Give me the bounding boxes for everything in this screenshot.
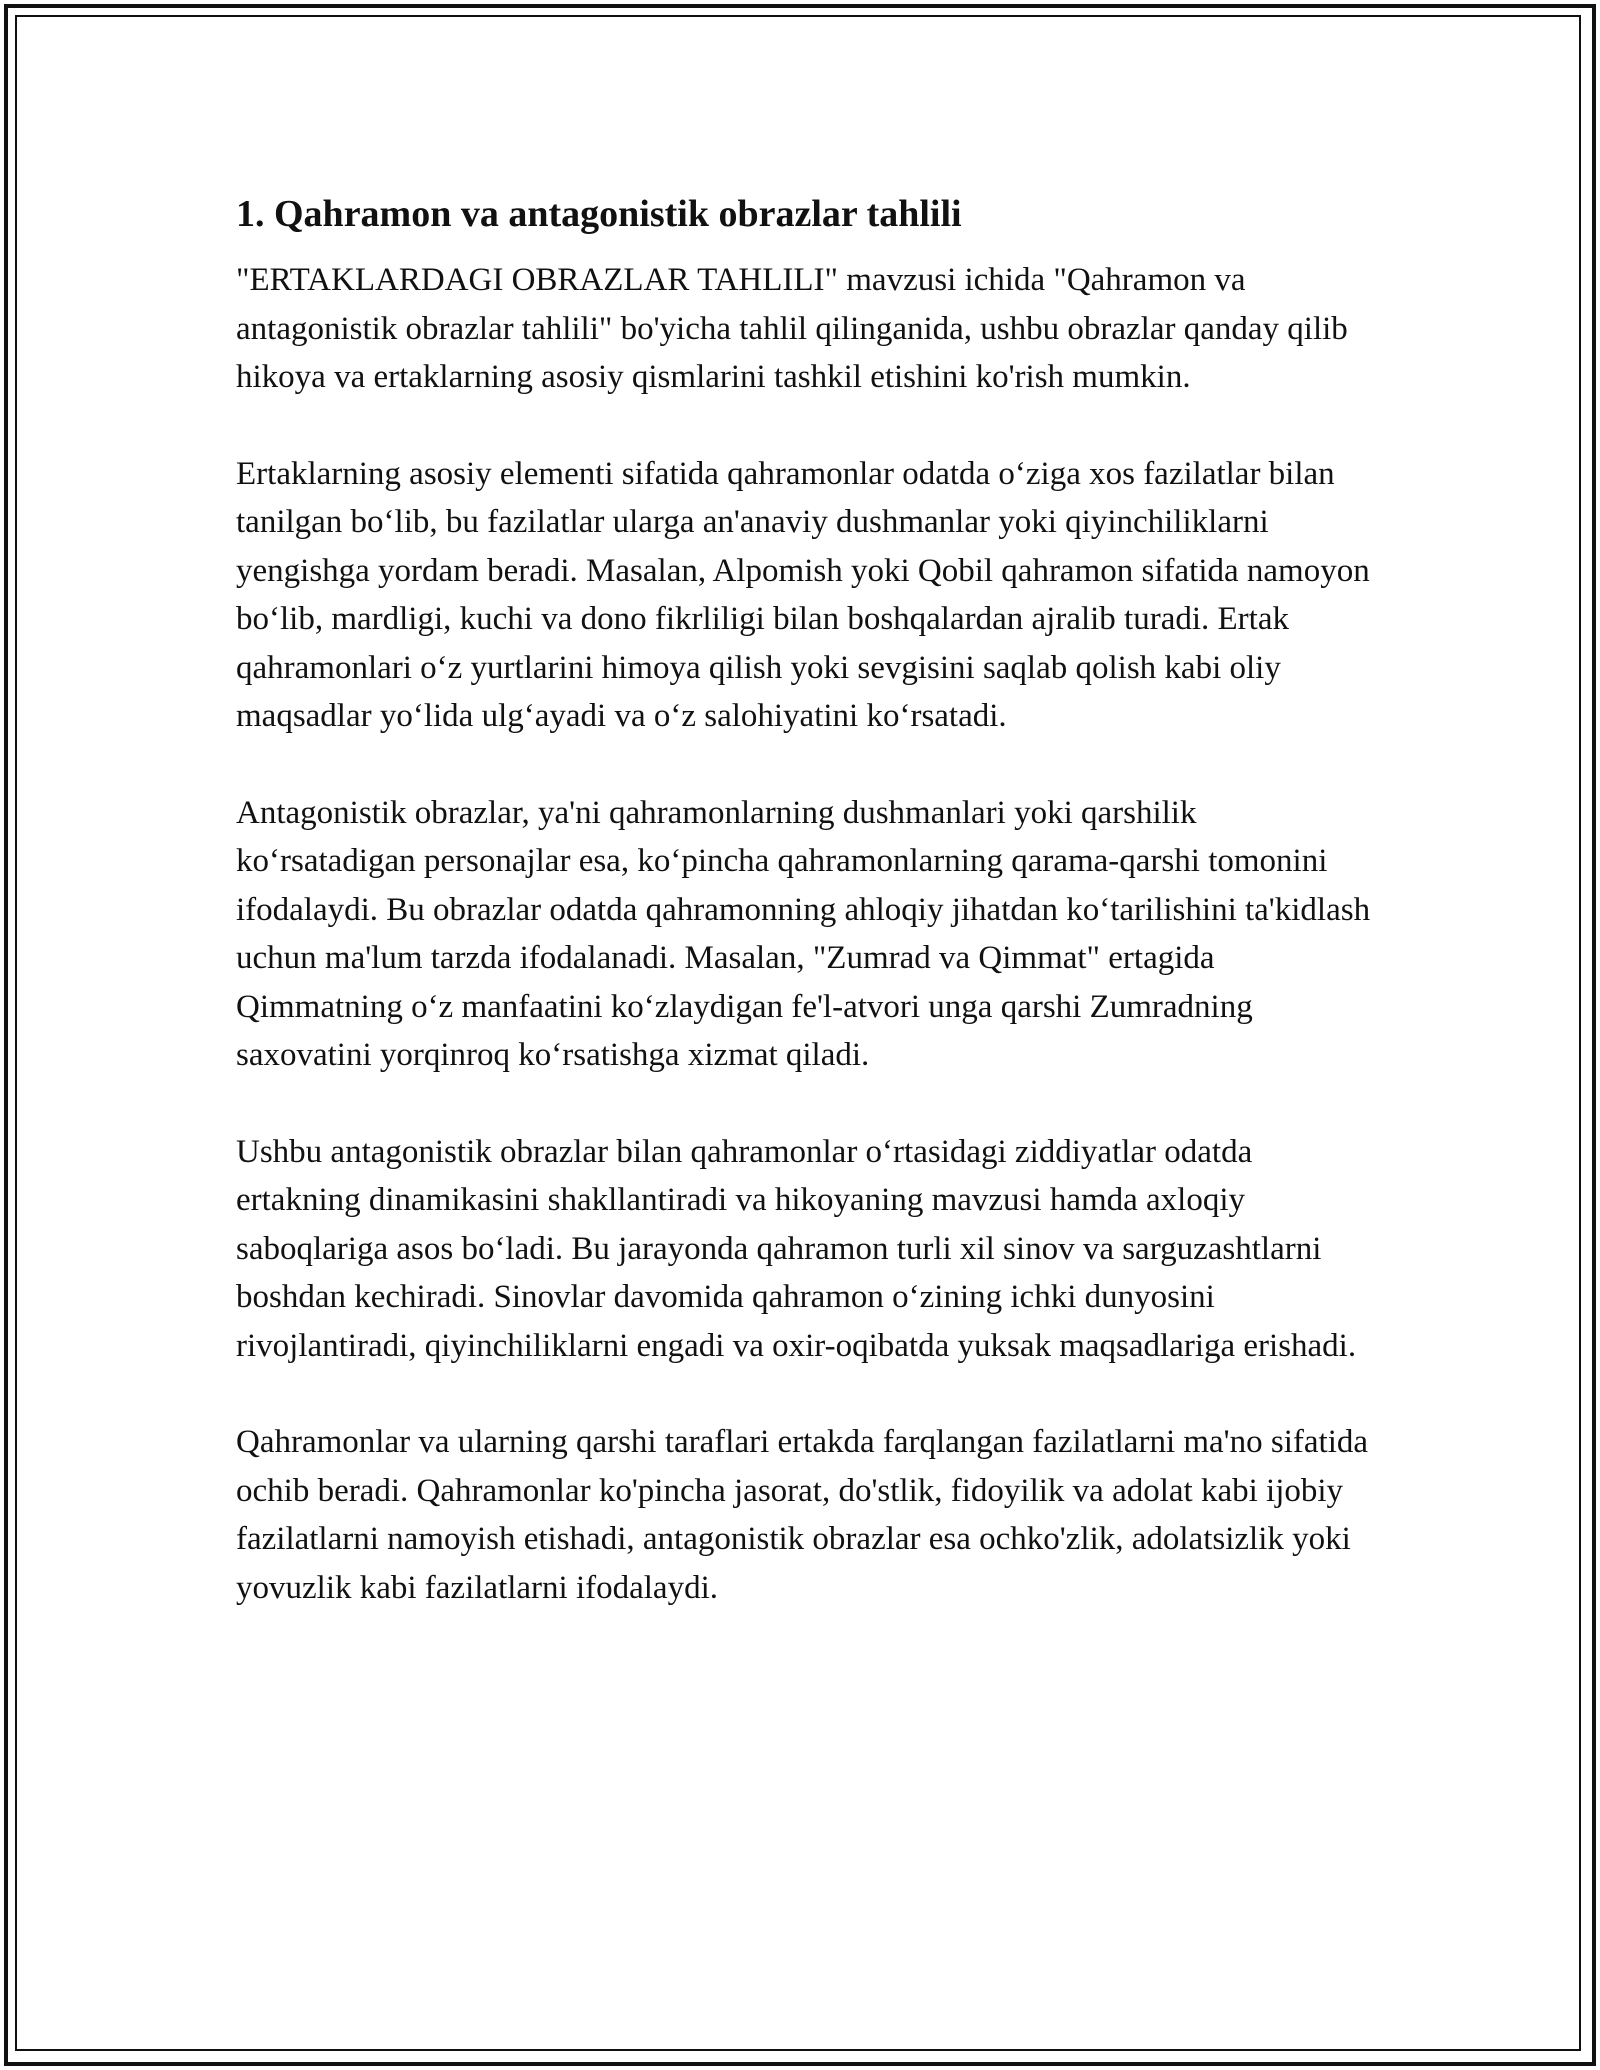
paragraph-antagonists: Antagonistik obrazlar, ya'ni qahramonlarning dushmanlari yoki qarshilik ko‘rsatadigan personajlar esa, ko‘pincha qahramonlarning qarama-qarshi tomonini ifodalaydi. Bu obrazlar odatda qahramonning ahloqiy jihatdan ko‘tarilishini ta'kidlash uchun ma'lum tarzda ifodalanadi. Masalan, "Zumrad va Qimmat" ertagida Qimmatning o‘z manfaatini ko‘zlaydigan fe'l-atvori unga qarshi Zumradning saxovatini yorqinroq ko‘rsatishga xizmat qiladi. (236, 794, 1371, 1073)
section-heading: 1. Qahramon va antagonistik obrazlar tahlili (236, 193, 962, 235)
paragraph-conflicts: Ushbu antagonistik obrazlar bilan qahramonlar o‘rtasidagi ziddiyatlar odatda ertakning dinamikasini shakllantiradi va hikoyaning mavzusi hamda axloqiy saboqlariga asos bo‘ladi. Bu jarayonda qahramon turli xil sinov va sarguzashtlarni boshdan kechiradi. Sinovlar davomida qahramon o‘zining ichki dunyosini rivojlantiradi, qiyinchiliklarni engadi va oxir-oqibatda yuksak maqsadlariga erishadi. (236, 1133, 1357, 1364)
document-body (236, 190, 1376, 1660)
paragraph-intro: "ERTAKLARDAGI OBRAZLAR TAHLILI" mavzusi ichida "Qahramon va antagonistik obrazlar tahlili" bo'yicha tahlil qilinganida, ushbu obrazlar qanday qilib hikoya va ertaklarning asosiy qismlarini tashkil etishini ko'rish mumkin. (236, 262, 1348, 395)
paragraph-virtues: Qahramonlar va ularning qarshi taraflari ertakda farqlangan fazilatlarni ma'no sifatida ochib beradi. Qahramonlar ko'pincha jasorat, do'stlik, fidoyilik va adolat kabi ijobiy fazilatlarni namoyish etishadi, antagonistik obrazlar esa ochko'zlik, adolatsizlik yoki yovuzlik kabi fazilatlarni ifodalaydi. (236, 1424, 1369, 1606)
paragraph-heroes: Ertaklarning asosiy elementi sifatida qahramonlar odatda o‘ziga xos fazilatlar bilan tanilgan bo‘lib, bu fazilatlar ularga an'anaviy dushmanlar yoki qiyinchiliklarni yengishga yordam beradi. Masalan, Alpomish yoki Qobil qahramon sifatida namoyon bo‘lib, mardligi, kuchi va dono fikrliligi bilan boshqalardan ajralib turadi. Ertak qahramonlari o‘z yurtlarini himoya qilish yoki sevgisini saqlab qolish kabi oliy maqsadlar yo‘lida ulg‘ayadi va o‘z salohiyatini ko‘rsatadi. (236, 455, 1370, 734)
